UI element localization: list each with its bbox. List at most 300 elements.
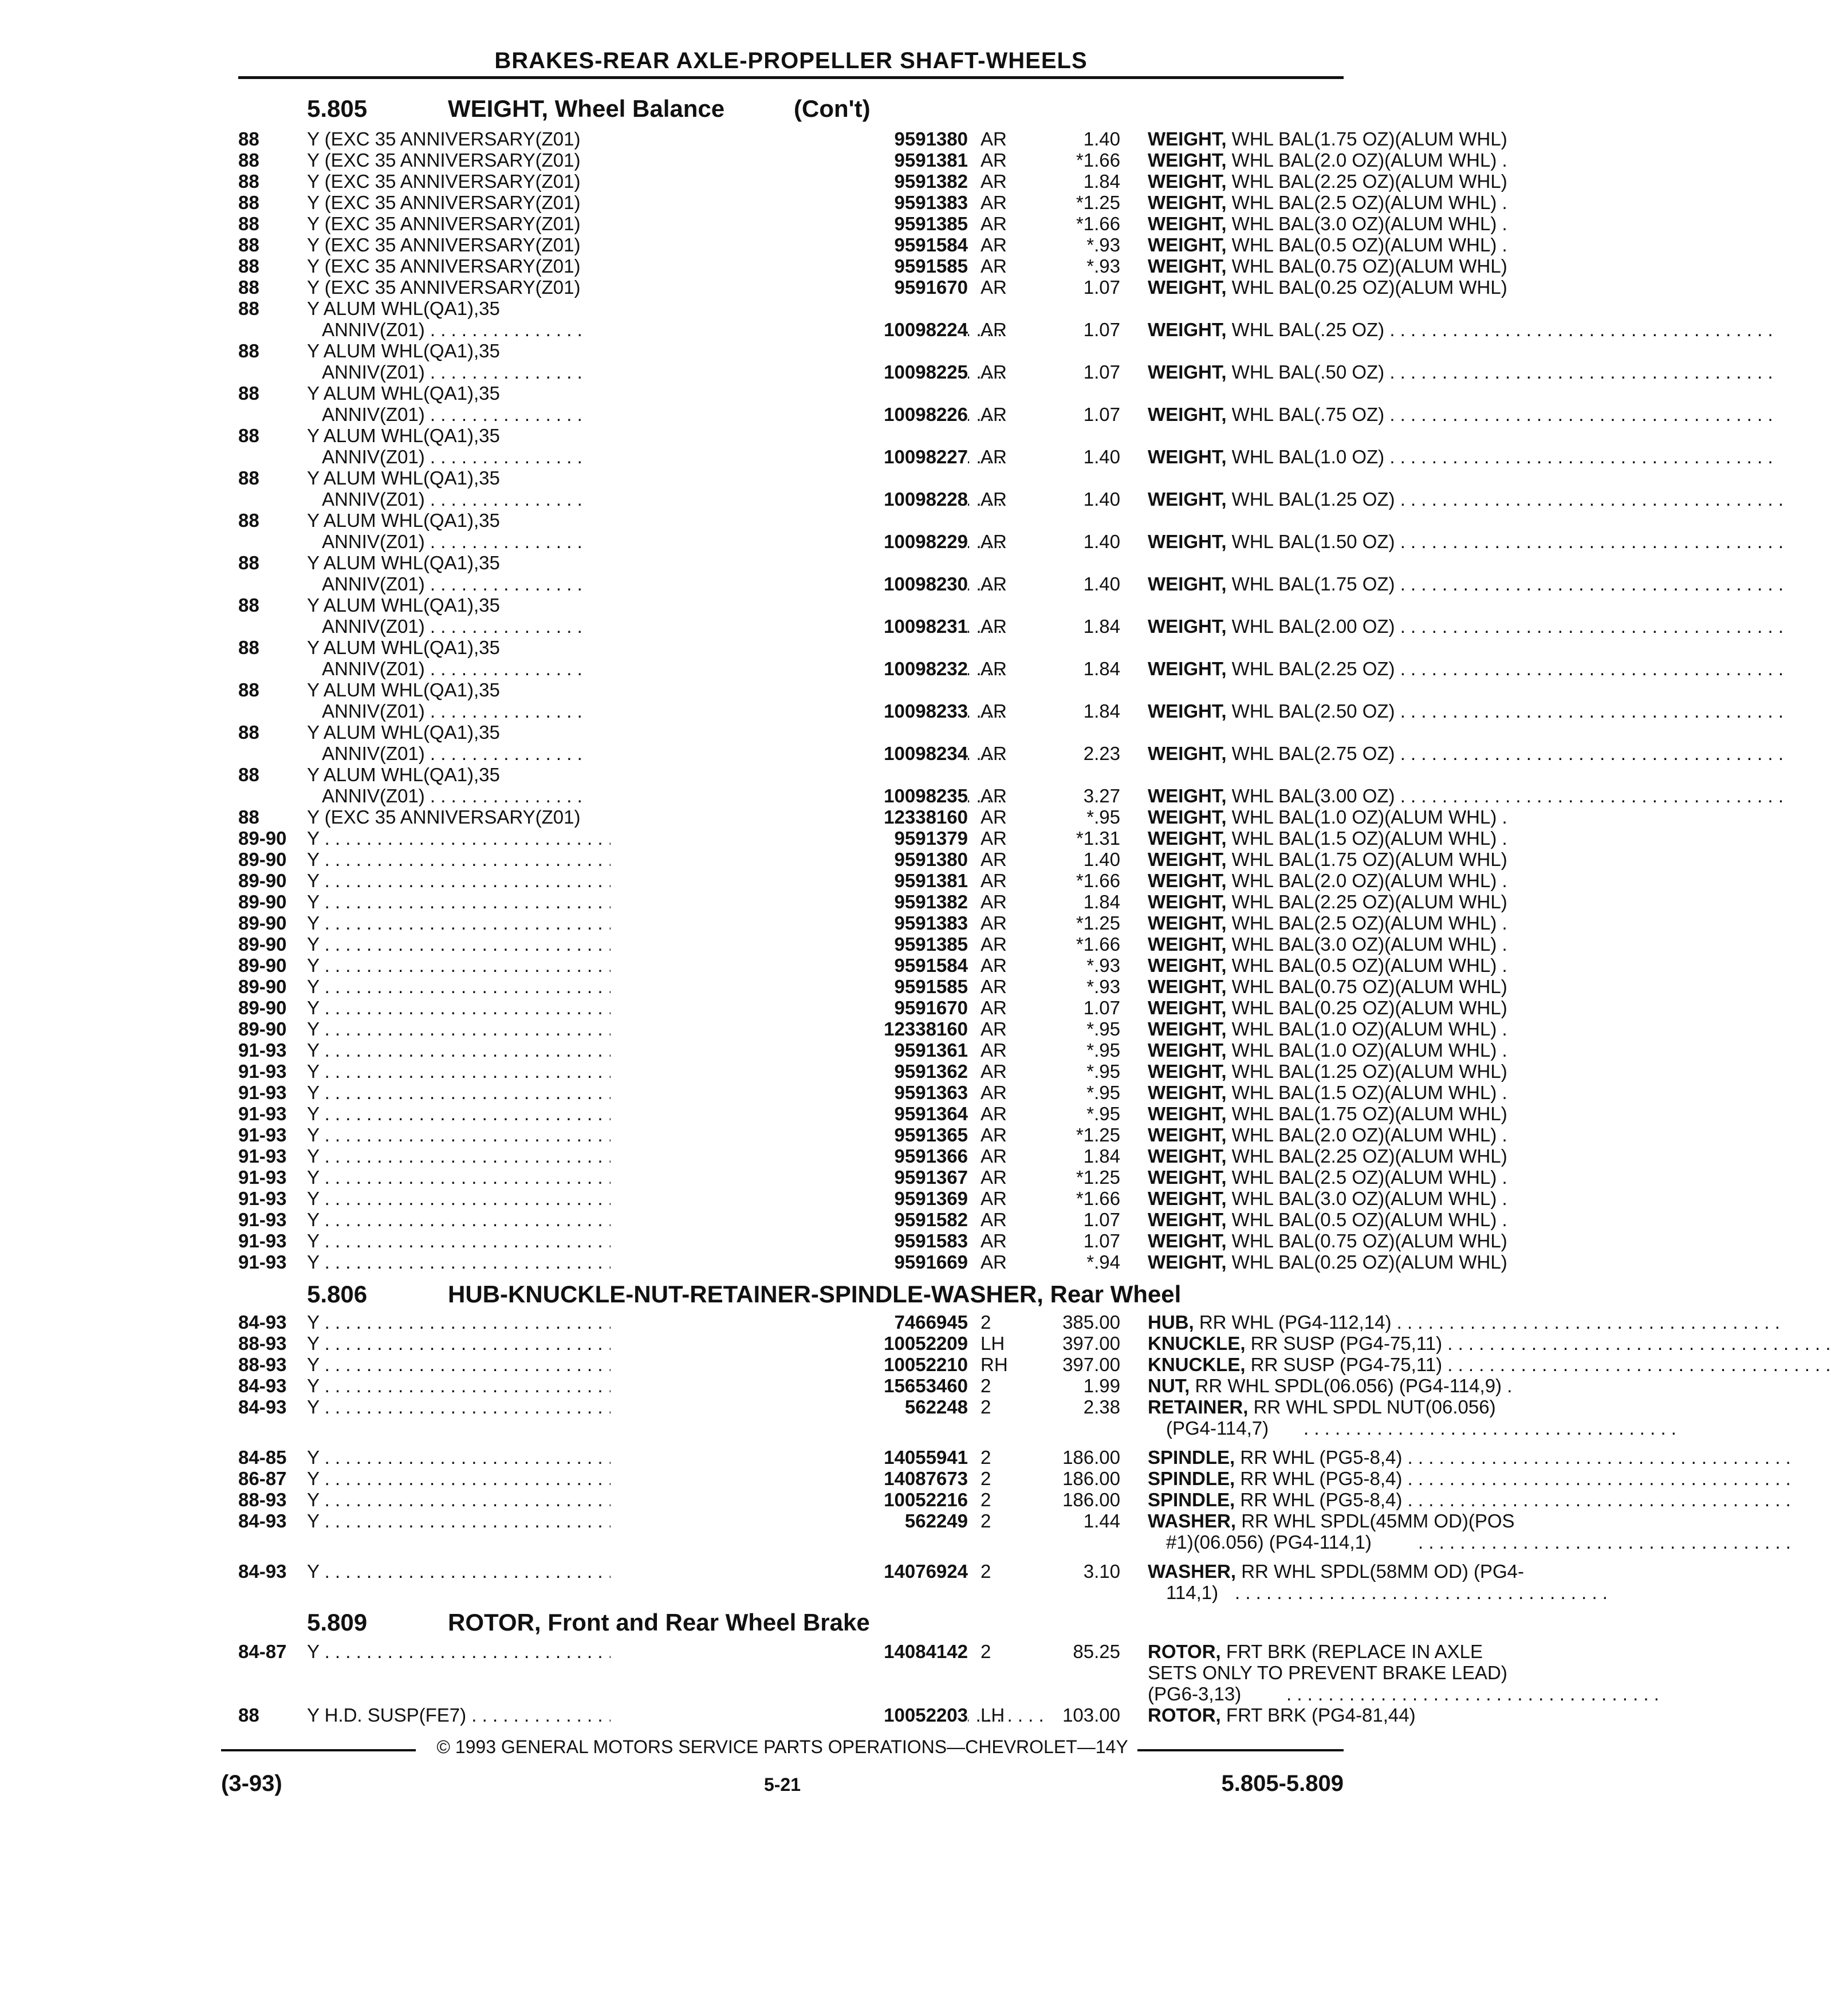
price: 1.84	[1083, 891, 1120, 912]
part-row	[238, 806, 1507, 828]
part-number: 7466945	[611, 1312, 968, 1333]
quantity: 2	[981, 1396, 991, 1418]
application-desc: Y . . .	[307, 1040, 851, 1061]
quantity: AR	[981, 1082, 1007, 1103]
price: *1.66	[1076, 149, 1120, 171]
part-row	[238, 870, 1507, 891]
part-number: 9591385	[611, 213, 968, 234]
part-name-keyword: WEIGHT,	[1148, 1018, 1227, 1040]
application-desc: Y (EXC 35 ANNIVERSARY(Z01)	[307, 128, 581, 149]
quantity: AR	[981, 531, 1007, 552]
rotor-continuation	[238, 1662, 1507, 1683]
part-name-keyword: WEIGHT,	[1148, 1061, 1227, 1082]
model-year: 88	[238, 171, 259, 192]
model-year: 88	[238, 128, 259, 149]
part-name-keyword: ROTOR,	[1148, 1641, 1221, 1662]
revision-date: (3-93)	[221, 1771, 282, 1796]
header-rule	[238, 76, 1344, 79]
part-name-detail: WHL BAL(1.75 OZ)(ALUM WHL)	[1231, 1103, 1507, 1124]
part-name-keyword: WEIGHT,	[1148, 700, 1227, 722]
part-row-desc	[238, 298, 1344, 319]
application-desc: Y . . .	[307, 1167, 851, 1188]
dot-leader: . . . . . . . . . . . . . . . . . . . . . . . . . . . . . . . . . . . .	[1235, 1582, 1608, 1603]
part-name-keyword: SPINDLE,	[1148, 1468, 1235, 1489]
part-number: 10098224	[582, 319, 968, 340]
application-desc: Y ALUM WHL(QA1),35	[307, 383, 500, 404]
application-desc: Y ALUM WHL(QA1),35	[307, 425, 500, 446]
rotor-continuation-text: SETS ONLY TO PREVENT BRAKE LEAD)	[1148, 1662, 1507, 1683]
part-name-detail: RR WHL (PG4-112,14)	[1199, 1312, 1392, 1333]
quantity: AR	[981, 404, 1007, 425]
part-number: 9591362	[611, 1061, 968, 1082]
part-name-keyword: WASHER,	[1148, 1561, 1237, 1582]
quantity: AR	[981, 361, 1007, 383]
quantity: 2	[981, 1561, 991, 1582]
application-desc: ANNIV(Z01) . . .	[322, 658, 837, 679]
section-number: 5.806	[307, 1281, 368, 1308]
model-year: 88	[238, 806, 259, 828]
part-row	[238, 1103, 1507, 1124]
part-row	[238, 361, 1385, 383]
price: *.93	[1086, 255, 1120, 277]
model-year: 88	[238, 277, 259, 298]
model-year: 91-93	[238, 1103, 287, 1124]
part-number: 10098234	[582, 743, 968, 764]
quantity: AR	[981, 1103, 1007, 1124]
price: *.95	[1086, 1040, 1120, 1061]
part-name	[1148, 934, 1577, 955]
part-number: 9591383	[611, 912, 968, 934]
part-name-keyword: WEIGHT,	[1148, 1209, 1227, 1230]
part-row	[238, 1468, 1403, 1489]
part-name	[1148, 1251, 1577, 1273]
part-name-keyword: HUB,	[1148, 1312, 1194, 1333]
part-row	[238, 976, 1507, 997]
section-range: 5.805-5.809	[1221, 1771, 1344, 1796]
price: 1.07	[1083, 1209, 1120, 1230]
part-row	[238, 319, 1385, 340]
part-name-keyword: WEIGHT,	[1148, 255, 1227, 277]
part-name-keyword: WEIGHT,	[1148, 277, 1227, 298]
part-number: 9591385	[611, 934, 968, 955]
part-row	[238, 849, 1507, 870]
part-number: 12338160	[582, 806, 968, 828]
quantity: AR	[981, 1040, 1007, 1061]
part-name-detail: WHL BAL(1.75 OZ)(ALUM WHL)	[1231, 849, 1507, 870]
part-name	[1148, 531, 1577, 552]
part-name	[1148, 700, 1577, 722]
part-number: 9591584	[611, 234, 968, 255]
quantity: AR	[981, 785, 1007, 806]
application-desc: Y . . .	[307, 934, 851, 955]
quantity: AR	[981, 1188, 1007, 1209]
application-desc: Y . . .	[307, 1561, 851, 1582]
application-desc: Y (EXC 35 ANNIVERSARY(Z01)	[307, 234, 581, 255]
application-desc: ANNIV(Z01) . . .	[322, 319, 837, 340]
application-desc: ANNIV(Z01) . . .	[322, 785, 837, 806]
price: 1.40	[1083, 849, 1120, 870]
model-year: 89-90	[238, 934, 287, 955]
part-name-keyword: KNUCKLE,	[1148, 1333, 1246, 1354]
part-number: 10098226	[582, 404, 968, 425]
part-name	[1148, 446, 1577, 467]
part-row	[238, 997, 1507, 1018]
part-number: 10098230	[582, 573, 968, 594]
model-year: 84-93	[238, 1375, 287, 1396]
application-desc: ANNIV(Z01) . . .	[322, 616, 837, 637]
part-row	[238, 1510, 1515, 1531]
part-name	[1148, 849, 1577, 870]
application-desc: Y . . .	[307, 997, 851, 1018]
part-name-keyword: WEIGHT,	[1148, 997, 1227, 1018]
part-name-keyword: WEIGHT,	[1148, 234, 1227, 255]
model-year: 88	[238, 764, 259, 785]
part-row	[238, 955, 1507, 976]
quantity: AR	[981, 700, 1007, 722]
part-name	[1148, 319, 1577, 340]
part-name-keyword: WEIGHT,	[1148, 1145, 1227, 1167]
part-row-desc	[238, 383, 1344, 404]
part-name	[1148, 870, 1577, 891]
price: *1.66	[1076, 1188, 1120, 1209]
part-number: 10098235	[582, 785, 968, 806]
part-number: 10052203	[611, 1704, 968, 1726]
part-name-detail: WHL BAL(0.5 OZ)(ALUM WHL) .	[1231, 1209, 1507, 1230]
part-row-desc	[238, 340, 1344, 361]
part-row	[238, 658, 1395, 679]
price: *1.25	[1076, 1167, 1120, 1188]
price: 1.84	[1083, 1145, 1120, 1167]
quantity: 2	[981, 1489, 991, 1510]
quantity: AR	[981, 149, 1007, 171]
part-name-detail: WHL BAL(2.25 OZ)(ALUM WHL)	[1231, 891, 1507, 912]
part-name-detail: WHL BAL(0.75 OZ)(ALUM WHL)	[1231, 255, 1507, 277]
part-name	[1148, 1082, 1577, 1103]
part-number: 9591363	[611, 1082, 968, 1103]
part-name-detail: WHL BAL(0.75 OZ)(ALUM WHL)	[1231, 976, 1507, 997]
part-name-keyword: WEIGHT,	[1148, 573, 1227, 594]
part-name-keyword: SPINDLE,	[1148, 1447, 1235, 1468]
model-year: 88	[238, 383, 259, 404]
rotor-continuation	[238, 1683, 1659, 1704]
part-row	[238, 171, 1507, 192]
section-continued: (Con't)	[794, 95, 871, 122]
part-name-detail: RR WHL SPDL NUT(06.056)	[1253, 1396, 1496, 1418]
model-year: 89-90	[238, 870, 287, 891]
part-name-keyword: SPINDLE,	[1148, 1489, 1235, 1510]
quantity: AR	[981, 806, 1007, 828]
part-name-detail: FRT BRK (REPLACE IN AXLE	[1226, 1641, 1483, 1662]
model-year: 91-93	[238, 1209, 287, 1230]
part-row	[238, 1167, 1507, 1188]
part-row	[238, 1145, 1507, 1167]
part-name-detail: WHL BAL(1.50 OZ)	[1231, 531, 1395, 552]
part-name-keyword: WEIGHT,	[1148, 531, 1227, 552]
price: *.95	[1086, 1103, 1120, 1124]
model-year: 89-90	[238, 828, 287, 849]
application-desc: Y (EXC 35 ANNIVERSARY(Z01)	[307, 806, 581, 828]
part-name	[1148, 1489, 1577, 1510]
part-name-detail: WHL BAL(2.25 OZ)	[1231, 658, 1395, 679]
application-desc: Y ALUM WHL(QA1),35	[307, 679, 500, 700]
part-name-detail: RR WHL SPDL(58MM OD) (PG4-	[1241, 1561, 1525, 1582]
price: *1.25	[1076, 912, 1120, 934]
quantity: AR	[981, 277, 1007, 298]
price: 1.44	[1083, 1510, 1120, 1531]
application-desc: ANNIV(Z01) . . .	[322, 446, 837, 467]
part-name-detail: WHL BAL(2.0 OZ)(ALUM WHL) .	[1231, 1124, 1507, 1145]
application-desc: Y . . .	[307, 870, 851, 891]
price: *.93	[1086, 955, 1120, 976]
price: *.93	[1086, 234, 1120, 255]
model-year: 86-87	[238, 1468, 287, 1489]
part-number: 9591669	[611, 1251, 968, 1273]
section-title: HUB-KNUCKLE-NUT-RETAINER-SPINDLE-WASHER, Rear Wheel	[448, 1281, 1182, 1308]
part-number: 9591670	[611, 277, 968, 298]
part-name	[1148, 828, 1577, 849]
part-name-detail: WHL BAL(0.25 OZ)(ALUM WHL)	[1231, 277, 1507, 298]
model-year: 88-93	[238, 1333, 287, 1354]
part-number: 14084142	[611, 1641, 968, 1662]
part-number: 9591382	[611, 171, 968, 192]
part-name-keyword: WEIGHT,	[1148, 743, 1227, 764]
part-number: 9591366	[611, 1145, 968, 1167]
part-name-keyword: WEIGHT,	[1148, 891, 1227, 912]
model-year: 84-93	[238, 1396, 287, 1418]
application-desc: Y . . .	[307, 1447, 851, 1468]
part-name-detail: WHL BAL(.25 OZ)	[1231, 319, 1385, 340]
part-row	[238, 234, 1507, 255]
part-name-detail: WHL BAL(.50 OZ)	[1231, 361, 1385, 383]
part-name	[1148, 1230, 1577, 1251]
model-year: 89-90	[238, 997, 287, 1018]
part-row	[238, 489, 1395, 510]
part-name-detail: WHL BAL(1.75 OZ)	[1231, 573, 1395, 594]
quantity: AR	[981, 1061, 1007, 1082]
part-name	[1148, 171, 1577, 192]
application-desc: Y ALUM WHL(QA1),35	[307, 637, 500, 658]
quantity: 2	[981, 1375, 991, 1396]
part-name-keyword: WEIGHT,	[1148, 849, 1227, 870]
section-heading-5809	[238, 1609, 1344, 1637]
application-desc: Y . . .	[307, 1209, 851, 1230]
part-row-desc	[238, 679, 1344, 700]
part-name	[1148, 213, 1577, 234]
part-name-keyword: WEIGHT,	[1148, 1167, 1227, 1188]
part-number: 10052210	[611, 1354, 968, 1375]
part-name-keyword: WEIGHT,	[1148, 213, 1227, 234]
part-name-keyword: WEIGHT,	[1148, 489, 1227, 510]
washer2-continuation-text: 114,1)	[1166, 1582, 1219, 1603]
model-year: 89-90	[238, 976, 287, 997]
application-desc: Y . . .	[307, 849, 851, 870]
washer-continuation	[238, 1531, 1791, 1553]
part-number: 9591379	[611, 828, 968, 849]
part-name-detail: WHL BAL(1.0 OZ)	[1231, 446, 1385, 467]
model-year: 91-93	[238, 1124, 287, 1145]
quantity: AR	[981, 976, 1007, 997]
part-name-detail: WHL BAL(3.00 OZ)	[1231, 785, 1395, 806]
part-name	[1148, 743, 1577, 764]
part-name-keyword: WEIGHT,	[1148, 785, 1227, 806]
part-name	[1148, 1468, 1577, 1489]
price: *.93	[1086, 976, 1120, 997]
part-name	[1148, 277, 1577, 298]
model-year: 88	[238, 234, 259, 255]
part-name	[1148, 806, 1577, 828]
quantity: AR	[981, 1209, 1007, 1230]
price: 1.07	[1083, 277, 1120, 298]
price: 385.00	[1062, 1312, 1120, 1333]
part-number: 14055941	[611, 1447, 968, 1468]
part-name	[1148, 192, 1577, 213]
part-row	[238, 1124, 1507, 1145]
part-number: 10098232	[582, 658, 968, 679]
quantity: AR	[981, 934, 1007, 955]
model-year: 88	[238, 510, 259, 531]
quantity: AR	[981, 192, 1007, 213]
application-desc: Y ALUM WHL(QA1),35	[307, 722, 500, 743]
part-row-desc	[238, 764, 1344, 785]
price: 1.07	[1083, 997, 1120, 1018]
part-number: 10098231	[582, 616, 968, 637]
model-year: 88	[238, 1704, 259, 1726]
part-name-detail: WHL BAL(2.0 OZ)(ALUM WHL) .	[1231, 870, 1507, 891]
part-name-detail: FRT BRK (PG4-81,44)	[1226, 1704, 1416, 1726]
part-name-detail: WHL BAL(1.0 OZ)(ALUM WHL) .	[1231, 1040, 1507, 1061]
section-number: 5.809	[307, 1609, 368, 1636]
part-row	[238, 785, 1395, 806]
price: 1.84	[1083, 171, 1120, 192]
part-name	[1148, 489, 1577, 510]
model-year: 91-93	[238, 1145, 287, 1167]
section-title: ROTOR, Front and Rear Wheel Brake	[448, 1609, 870, 1636]
model-year: 91-93	[238, 1167, 287, 1188]
page-number: 5-21	[763, 1774, 801, 1795]
part-row	[238, 1209, 1507, 1230]
application-desc: Y H.D. SUSP(FE7) . . .	[307, 1704, 851, 1726]
application-desc: ANNIV(Z01) . . .	[322, 361, 837, 383]
dot-leader: . . . . . . . . . . . . . . . . . . . . . . . . . . . . . . . . . . . .	[1418, 1531, 1791, 1553]
part-name-detail: WHL BAL(2.50 OZ)	[1231, 700, 1395, 722]
application-desc: Y ALUM WHL(QA1),35	[307, 552, 500, 573]
application-desc: ANNIV(Z01) . . .	[322, 531, 837, 552]
model-year: 88-93	[238, 1489, 287, 1510]
price: *1.66	[1076, 870, 1120, 891]
part-row	[238, 213, 1507, 234]
part-name-detail: WHL BAL(2.25 OZ)(ALUM WHL)	[1231, 171, 1507, 192]
quantity: AR	[981, 171, 1007, 192]
price: 1.40	[1083, 128, 1120, 149]
part-name-keyword: WEIGHT,	[1148, 658, 1227, 679]
quantity: RH	[981, 1354, 1008, 1375]
quantity: AR	[981, 616, 1007, 637]
part-name	[1148, 1145, 1577, 1167]
part-name	[1148, 404, 1577, 425]
part-name-keyword: WEIGHT,	[1148, 446, 1227, 467]
part-row	[238, 1561, 1525, 1582]
part-number: 9591670	[611, 997, 968, 1018]
part-name-detail: RR WHL SPDL(45MM OD)(POS	[1241, 1510, 1515, 1531]
part-row	[238, 700, 1395, 722]
part-name	[1148, 616, 1577, 637]
part-name	[1148, 658, 1577, 679]
part-name-detail: WHL BAL(3.0 OZ)(ALUM WHL) .	[1231, 213, 1507, 234]
price: 1.84	[1083, 658, 1120, 679]
part-name	[1148, 1040, 1577, 1061]
part-name-keyword: WEIGHT,	[1148, 1082, 1227, 1103]
part-name-detail: WHL BAL(1.0 OZ)(ALUM WHL) .	[1231, 1018, 1507, 1040]
model-year: 88	[238, 552, 259, 573]
application-desc: ANNIV(Z01) . . .	[322, 489, 837, 510]
part-row	[238, 255, 1507, 277]
quantity: AR	[981, 849, 1007, 870]
price: 1.84	[1083, 700, 1120, 722]
part-name	[1148, 1396, 1577, 1418]
application-desc: Y . . .	[307, 955, 851, 976]
quantity: AR	[981, 1230, 1007, 1251]
part-row-desc	[238, 467, 1344, 489]
part-row	[238, 828, 1507, 849]
part-name-keyword: WEIGHT,	[1148, 1251, 1227, 1273]
model-year: 88-93	[238, 1354, 287, 1375]
part-name-detail: WHL BAL(1.75 OZ)(ALUM WHL)	[1231, 128, 1507, 149]
part-row	[238, 1396, 1496, 1418]
part-name-keyword: WEIGHT,	[1148, 404, 1227, 425]
part-name	[1148, 573, 1577, 594]
quantity: AR	[981, 997, 1007, 1018]
part-number: 9591361	[611, 1040, 968, 1061]
price: *.95	[1086, 1082, 1120, 1103]
application-desc: Y . . .	[307, 1354, 851, 1375]
application-desc: Y ALUM WHL(QA1),35	[307, 298, 500, 319]
quantity: AR	[981, 1018, 1007, 1040]
part-row	[238, 1489, 1403, 1510]
model-year: 88	[238, 298, 259, 319]
part-row	[238, 1333, 1443, 1354]
part-row	[238, 446, 1385, 467]
part-name	[1148, 1354, 1577, 1375]
part-number: 10052209	[611, 1333, 968, 1354]
model-year: 88	[238, 722, 259, 743]
part-name-detail: WHL BAL(3.0 OZ)(ALUM WHL) .	[1231, 934, 1507, 955]
quantity: AR	[981, 912, 1007, 934]
model-year: 84-93	[238, 1510, 287, 1531]
quantity: AR	[981, 891, 1007, 912]
price: *.95	[1086, 1061, 1120, 1082]
price: *1.25	[1076, 192, 1120, 213]
quantity: AR	[981, 828, 1007, 849]
quantity: AR	[981, 213, 1007, 234]
model-year: 88	[238, 637, 259, 658]
price: 1.07	[1083, 361, 1120, 383]
application-desc: Y . . .	[307, 1124, 851, 1145]
part-number: 562248	[611, 1396, 968, 1418]
application-desc: Y . . .	[307, 1396, 851, 1418]
price: 186.00	[1062, 1447, 1120, 1468]
page-header	[238, 45, 1344, 74]
part-name	[1148, 955, 1577, 976]
application-desc: Y . . .	[307, 828, 851, 849]
quantity: AR	[981, 1251, 1007, 1273]
price: 85.25	[1073, 1641, 1120, 1662]
part-name	[1148, 361, 1577, 383]
dot-leader: . . . . . . . . . . . . . . . . . . . . . . . . . . . . . . . . . . . .	[1304, 1418, 1676, 1439]
part-row	[238, 1354, 1443, 1375]
part-name	[1148, 1209, 1577, 1230]
price: *1.66	[1076, 934, 1120, 955]
model-year: 84-85	[238, 1447, 287, 1468]
